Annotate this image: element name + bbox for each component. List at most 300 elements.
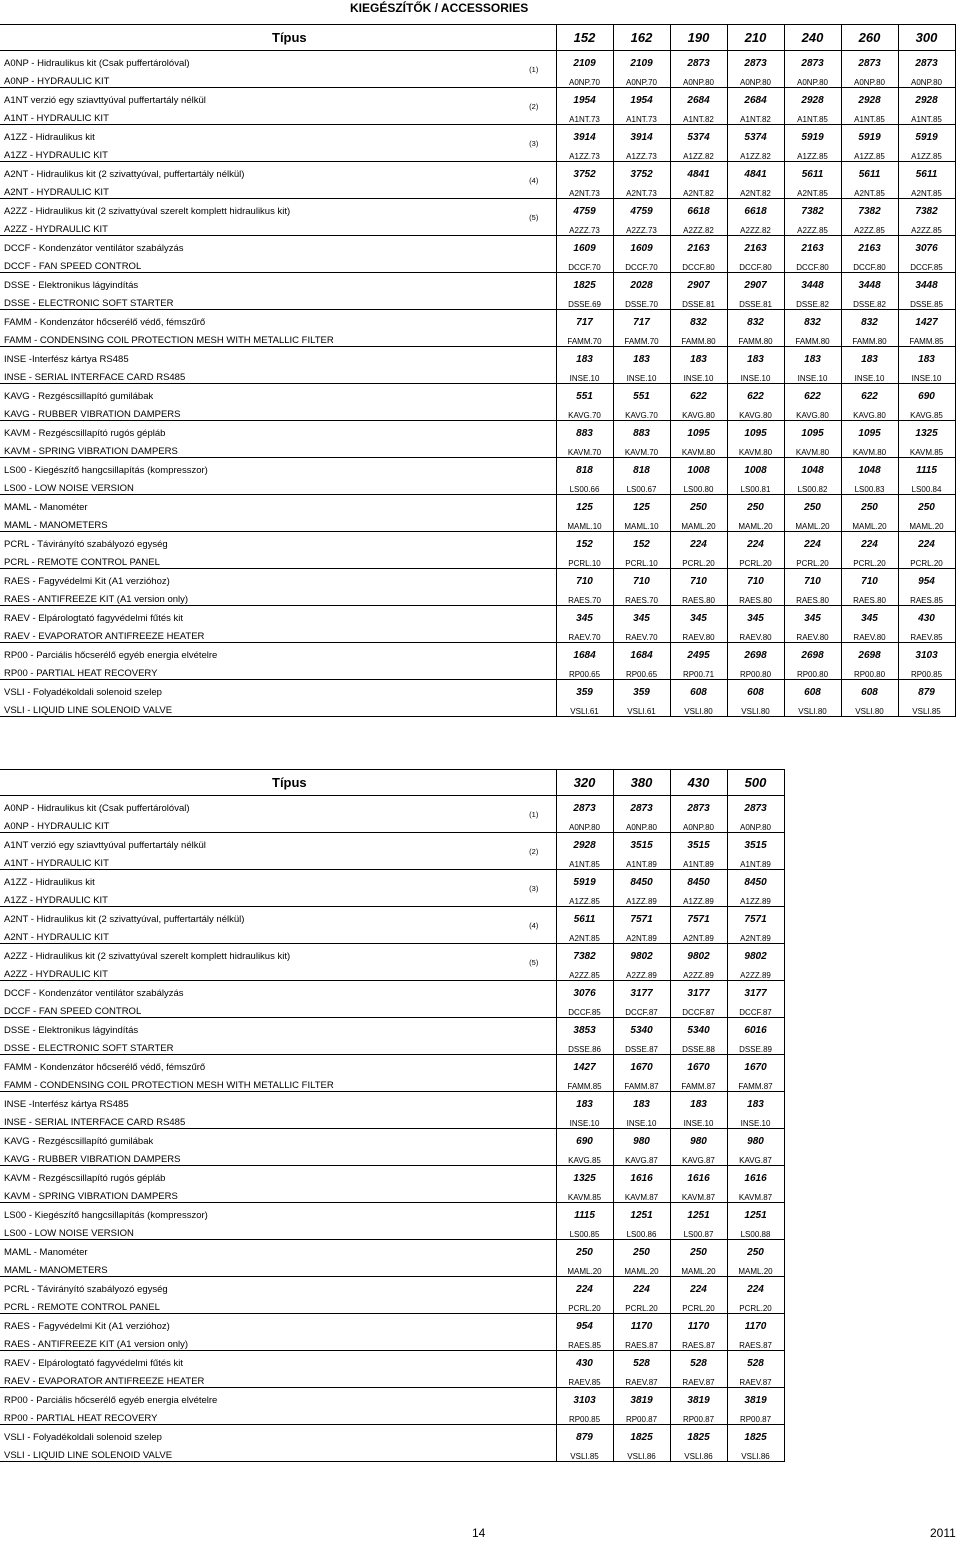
code-cell: KAVG.80	[727, 402, 784, 421]
code-cell: LS00.67	[613, 476, 670, 495]
label-en: A1NT - HYDRAULIC KIT	[0, 106, 512, 125]
code-cell: PCRL.10	[556, 550, 613, 569]
code-cell: RAES.87	[613, 1332, 670, 1351]
code-cell: KAVM.80	[727, 439, 784, 458]
code-cell: DCCF.70	[613, 254, 670, 273]
price-cell: 1048	[841, 458, 898, 477]
table-row	[0, 796, 784, 815]
footnote-ref: (3)	[512, 870, 556, 907]
code-cell: RP00.87	[727, 1406, 784, 1425]
price-cell: 3752	[556, 162, 613, 181]
price-cell: 224	[727, 532, 784, 551]
price-cell: 2163	[784, 236, 841, 255]
code-cell: LS00.87	[670, 1221, 727, 1240]
code-cell: LS00.81	[727, 476, 784, 495]
label-en: A2NT - HYDRAULIC KIT	[0, 925, 512, 944]
table-row	[0, 643, 955, 662]
code-cell: LS00.66	[556, 476, 613, 495]
price-cell: 1008	[670, 458, 727, 477]
model-header: 240	[784, 25, 841, 51]
code-cell: A0NP.80	[670, 69, 727, 88]
price-cell: 1115	[556, 1203, 613, 1222]
table-row	[0, 550, 955, 569]
code-cell: KAVM.87	[670, 1184, 727, 1203]
code-cell: RAEV.80	[670, 624, 727, 643]
code-cell: INSE.10	[670, 1110, 727, 1129]
table-row	[0, 143, 955, 162]
code-cell: A2ZZ.85	[556, 962, 613, 981]
price-cell: 717	[556, 310, 613, 329]
footnote-ref	[512, 1129, 556, 1166]
price-cell: 2684	[670, 88, 727, 107]
price-cell: 6618	[727, 199, 784, 218]
label-hu: KAVG - Rezgéscsillapító gumilábak	[4, 391, 154, 402]
code-cell: PCRL.20	[556, 1295, 613, 1314]
accessories-table-2	[0, 769, 785, 1462]
price-cell: 710	[784, 569, 841, 588]
price-cell: 250	[670, 1240, 727, 1259]
code-cell: LS00.86	[613, 1221, 670, 1240]
label-en: A0NP - HYDRAULIC KIT	[0, 814, 512, 833]
label-hu: VSLI - Folyadékoldali solenoid szelep	[4, 687, 162, 698]
label-en: VSLI - LIQUID LINE SOLENOID VALVE	[0, 698, 512, 717]
code-cell: KAVG.87	[670, 1147, 727, 1166]
code-cell: RAES.80	[784, 587, 841, 606]
table-row	[0, 698, 955, 717]
code-cell: KAVG.87	[613, 1147, 670, 1166]
code-cell: A0NP.80	[784, 69, 841, 88]
code-cell: A0NP.70	[556, 69, 613, 88]
price-cell: 5611	[556, 907, 613, 926]
footnote-ref	[512, 1018, 556, 1055]
table-row	[0, 1184, 784, 1203]
table-row	[0, 384, 955, 403]
type-label: Típus	[0, 770, 556, 796]
code-cell: MAML.10	[613, 513, 670, 532]
table-row	[0, 1166, 784, 1185]
price-cell: 622	[841, 384, 898, 403]
price-cell: 1251	[727, 1203, 784, 1222]
code-cell: A0NP.80	[727, 69, 784, 88]
price-cell: 250	[727, 1240, 784, 1259]
price-cell: 2873	[556, 796, 613, 815]
code-cell: A2ZZ.85	[898, 217, 955, 236]
label-hu: VSLI - Folyadékoldali solenoid szelep	[4, 1432, 162, 1443]
code-cell: MAML.20	[727, 1258, 784, 1277]
price-cell: 1670	[727, 1055, 784, 1074]
footnote-ref: (4)	[512, 907, 556, 944]
price-cell: 1427	[556, 1055, 613, 1074]
label-en: LS00 - LOW NOISE VERSION	[0, 1221, 512, 1240]
footnote-ref: (1)	[512, 51, 556, 88]
price-cell: 6618	[670, 199, 727, 218]
code-cell: PCRL.20	[727, 550, 784, 569]
footnote-ref	[512, 643, 556, 680]
code-cell: INSE.10	[898, 365, 955, 384]
code-cell: A1ZZ.85	[898, 143, 955, 162]
footnote-ref	[512, 1240, 556, 1277]
code-cell: DCCF.80	[841, 254, 898, 273]
label-hu: DCCF - Kondenzátor ventilátor szabályzás	[4, 988, 184, 999]
price-cell: 183	[613, 1092, 670, 1111]
price-cell: 2698	[727, 643, 784, 662]
accessories-table-1	[0, 24, 956, 717]
code-cell: VSLI.61	[556, 698, 613, 717]
price-cell: 250	[898, 495, 955, 514]
table-row	[0, 236, 955, 255]
price-cell: 224	[556, 1277, 613, 1296]
table-row	[0, 1018, 784, 1037]
code-cell: KAVM.70	[613, 439, 670, 458]
price-cell: 3177	[613, 981, 670, 1000]
code-cell: VSLI.61	[613, 698, 670, 717]
code-cell: A1ZZ.85	[784, 143, 841, 162]
price-cell: 1095	[784, 421, 841, 440]
table-row	[0, 680, 955, 699]
price-cell: 832	[784, 310, 841, 329]
price-cell: 345	[556, 606, 613, 625]
table-row	[0, 1036, 784, 1055]
price-cell: 4841	[727, 162, 784, 181]
price-cell: 7571	[670, 907, 727, 926]
table-row	[0, 587, 955, 606]
footnote-ref	[512, 458, 556, 495]
price-cell: 3177	[670, 981, 727, 1000]
code-cell: MAML.20	[898, 513, 955, 532]
code-cell: A0NP.80	[556, 814, 613, 833]
code-cell: DCCF.80	[670, 254, 727, 273]
label-hu: FAMM - Kondenzátor hőcserélő védő, fémszűrő	[4, 317, 206, 328]
table-row	[0, 1351, 784, 1370]
price-cell: 1825	[727, 1425, 784, 1444]
code-cell: INSE.10	[556, 1110, 613, 1129]
code-cell: KAVG.80	[670, 402, 727, 421]
price-cell: 3819	[727, 1388, 784, 1407]
code-cell: A1NT.82	[727, 106, 784, 125]
code-cell: A0NP.80	[613, 814, 670, 833]
table-row	[0, 1129, 784, 1148]
price-cell: 152	[613, 532, 670, 551]
table-row	[0, 814, 784, 833]
price-cell: 3515	[727, 833, 784, 852]
price-cell: 430	[898, 606, 955, 625]
table-row	[0, 1369, 784, 1388]
table-row	[0, 925, 784, 944]
price-cell: 9802	[727, 944, 784, 963]
label-hu: PCRL - Távirányító szabályozó egység	[4, 1284, 168, 1295]
price-cell: 608	[727, 680, 784, 699]
code-cell: DCCF.87	[613, 999, 670, 1018]
code-cell: KAVG.70	[613, 402, 670, 421]
price-cell: 3448	[784, 273, 841, 292]
label-hu: KAVM - Rezgéscsillapító rugós gépláb	[4, 1173, 166, 1184]
table-row	[0, 495, 955, 514]
price-cell: 3515	[670, 833, 727, 852]
code-cell: A0NP.80	[841, 69, 898, 88]
price-cell: 1616	[613, 1166, 670, 1185]
price-cell: 1251	[670, 1203, 727, 1222]
table-row	[0, 254, 955, 273]
table-row	[0, 199, 955, 218]
table-row	[0, 125, 955, 144]
price-cell: 3448	[841, 273, 898, 292]
price-cell: 2698	[841, 643, 898, 662]
code-cell: RP00.65	[556, 661, 613, 680]
code-cell: DSSE.82	[784, 291, 841, 310]
price-cell: 608	[841, 680, 898, 699]
footnote-ref: (2)	[512, 833, 556, 870]
price-cell: 3076	[898, 236, 955, 255]
model-header: 210	[727, 25, 784, 51]
price-cell: 345	[841, 606, 898, 625]
label-en: A2NT - HYDRAULIC KIT	[0, 180, 512, 199]
code-cell: PCRL.20	[670, 550, 727, 569]
page-title: KIEGÉSZÍTŐK / ACCESSORIES	[350, 1, 529, 15]
table-row	[0, 851, 784, 870]
price-cell: 224	[727, 1277, 784, 1296]
code-cell: A1ZZ.73	[613, 143, 670, 162]
price-cell: 345	[784, 606, 841, 625]
code-cell: INSE.10	[841, 365, 898, 384]
table-row	[0, 532, 955, 551]
price-cell: 125	[556, 495, 613, 514]
code-cell: PCRL.10	[613, 550, 670, 569]
price-cell: 7382	[841, 199, 898, 218]
code-cell: VSLI.80	[841, 698, 898, 717]
code-cell: VSLI.86	[670, 1443, 727, 1462]
code-cell: VSLI.80	[670, 698, 727, 717]
code-cell: RAEV.70	[556, 624, 613, 643]
code-cell: A2ZZ.82	[727, 217, 784, 236]
code-cell: DCCF.70	[556, 254, 613, 273]
price-cell: 1170	[613, 1314, 670, 1333]
code-cell: MAML.20	[613, 1258, 670, 1277]
price-cell: 1670	[613, 1055, 670, 1074]
code-cell: A1NT.85	[556, 851, 613, 870]
price-cell: 710	[613, 569, 670, 588]
price-cell: 1684	[613, 643, 670, 662]
footnote-ref	[512, 1425, 556, 1462]
code-cell: KAVG.87	[727, 1147, 784, 1166]
price-cell: 430	[556, 1351, 613, 1370]
price-cell: 2928	[556, 833, 613, 852]
price-cell: 608	[670, 680, 727, 699]
price-cell: 1427	[898, 310, 955, 329]
code-cell: RAES.80	[841, 587, 898, 606]
footer-year: 2011	[930, 1526, 956, 1540]
price-cell: 883	[556, 421, 613, 440]
label-en: A1ZZ - HYDRAULIC KIT	[0, 143, 512, 162]
price-cell: 528	[613, 1351, 670, 1370]
footnote-ref: (3)	[512, 125, 556, 162]
code-cell: A0NP.80	[670, 814, 727, 833]
label-hu: PCRL - Távirányító szabályozó egység	[4, 539, 168, 550]
table-row	[0, 606, 955, 625]
label-en: RAEV - EVAPORATOR ANTIFREEZE HEATER	[0, 1369, 512, 1388]
price-cell: 954	[898, 569, 955, 588]
price-cell: 818	[556, 458, 613, 477]
footnote-ref	[512, 1203, 556, 1240]
code-cell: RP00.87	[613, 1406, 670, 1425]
price-cell: 9802	[613, 944, 670, 963]
price-cell: 2928	[898, 88, 955, 107]
code-cell: RP00.71	[670, 661, 727, 680]
code-cell: A1NT.73	[556, 106, 613, 125]
footnote-ref	[512, 310, 556, 347]
label-hu: A1ZZ - Hidraulikus kit	[4, 132, 95, 143]
footnote-ref	[512, 1092, 556, 1129]
price-cell: 1095	[670, 421, 727, 440]
footnote-ref	[512, 236, 556, 273]
table-row	[0, 1092, 784, 1111]
code-cell: RAES.85	[898, 587, 955, 606]
price-cell: 1095	[727, 421, 784, 440]
price-cell: 250	[727, 495, 784, 514]
price-cell: 152	[556, 532, 613, 551]
code-cell: MAML.20	[784, 513, 841, 532]
code-cell: DCCF.80	[784, 254, 841, 273]
label-en: KAVM - SPRING VIBRATION DAMPERS	[0, 1184, 512, 1203]
model-header: 260	[841, 25, 898, 51]
label-en: FAMM - CONDENSING COIL PROTECTION MESH WITH METALLIC FILTER	[0, 328, 512, 347]
table-row	[0, 1073, 784, 1092]
model-header: 430	[670, 770, 727, 796]
price-cell: 818	[613, 458, 670, 477]
code-cell: A2NT.85	[898, 180, 955, 199]
code-cell: A2ZZ.85	[784, 217, 841, 236]
table-row	[0, 870, 784, 889]
label-en: KAVG - RUBBER VIBRATION DAMPERS	[0, 402, 512, 421]
price-cell: 7382	[898, 199, 955, 218]
table-row	[0, 1425, 784, 1444]
code-cell: A2ZZ.73	[556, 217, 613, 236]
code-cell: DSSE.89	[727, 1036, 784, 1055]
code-cell: VSLI.86	[727, 1443, 784, 1462]
code-cell: KAVG.80	[784, 402, 841, 421]
code-cell: A0NP.80	[898, 69, 955, 88]
footnote-ref	[512, 606, 556, 643]
price-cell: 2684	[727, 88, 784, 107]
price-cell: 9802	[670, 944, 727, 963]
table-row	[0, 513, 955, 532]
table-row	[0, 310, 955, 329]
code-cell: DSSE.87	[613, 1036, 670, 1055]
footnote-ref: (1)	[512, 796, 556, 833]
price-cell: 622	[727, 384, 784, 403]
code-cell: LS00.82	[784, 476, 841, 495]
label-hu: RAES - Fagyvédelmi Kit (A1 verzióhoz)	[4, 1321, 170, 1332]
code-cell: A2ZZ.82	[670, 217, 727, 236]
price-cell: 3752	[613, 162, 670, 181]
price-cell: 125	[613, 495, 670, 514]
price-cell: 183	[613, 347, 670, 366]
price-cell: 183	[841, 347, 898, 366]
code-cell: DSSE.69	[556, 291, 613, 310]
price-cell: 183	[556, 347, 613, 366]
table-row	[0, 439, 955, 458]
code-cell: A2ZZ.89	[670, 962, 727, 981]
footnote-ref	[512, 1166, 556, 1203]
price-cell: 2873	[670, 51, 727, 70]
price-cell: 2109	[556, 51, 613, 70]
price-cell: 4841	[670, 162, 727, 181]
label-hu: RAEV - Elpárologtató fagyvédelmi fűtés kit	[4, 613, 184, 624]
price-cell: 3076	[556, 981, 613, 1000]
label-hu: FAMM - Kondenzátor hőcserélő védő, fémszűrő	[4, 1062, 206, 1073]
code-cell: RAEV.87	[670, 1369, 727, 1388]
label-en: A1NT - HYDRAULIC KIT	[0, 851, 512, 870]
footnote-ref	[512, 384, 556, 421]
table-row	[0, 1147, 784, 1166]
code-cell: A2NT.73	[556, 180, 613, 199]
code-cell: DSSE.70	[613, 291, 670, 310]
code-cell: LS00.80	[670, 476, 727, 495]
price-cell: 1048	[784, 458, 841, 477]
model-header: 162	[613, 25, 670, 51]
price-cell: 1954	[556, 88, 613, 107]
label-en: A2ZZ - HYDRAULIC KIT	[0, 217, 512, 236]
table-row	[0, 69, 955, 88]
price-cell: 1670	[670, 1055, 727, 1074]
code-cell: A2NT.89	[727, 925, 784, 944]
price-cell: 690	[556, 1129, 613, 1148]
price-cell: 2873	[784, 51, 841, 70]
code-cell: MAML.20	[670, 513, 727, 532]
code-cell: VSLI.80	[784, 698, 841, 717]
table-row	[0, 1240, 784, 1259]
table-row	[0, 347, 955, 366]
code-cell: PCRL.20	[898, 550, 955, 569]
code-cell: A0NP.70	[613, 69, 670, 88]
table-row	[0, 1443, 784, 1462]
code-cell: DSSE.86	[556, 1036, 613, 1055]
price-cell: 832	[670, 310, 727, 329]
code-cell: DSSE.81	[670, 291, 727, 310]
price-cell: 879	[556, 1425, 613, 1444]
footnote-ref	[512, 1055, 556, 1092]
price-cell: 250	[556, 1240, 613, 1259]
label-en: A2ZZ - HYDRAULIC KIT	[0, 962, 512, 981]
price-cell: 183	[898, 347, 955, 366]
label-hu: INSE -Interfész kártya RS485	[4, 1099, 129, 1110]
price-cell: 551	[556, 384, 613, 403]
label-en: RAES - ANTIFREEZE KIT (A1 version only)	[0, 587, 512, 606]
label-en: RP00 - PARTIAL HEAT RECOVERY	[0, 661, 512, 680]
code-cell: A2ZZ.89	[727, 962, 784, 981]
price-cell: 2873	[898, 51, 955, 70]
label-en: DSSE - ELECTRONIC SOFT STARTER	[0, 291, 512, 310]
table-row	[0, 981, 784, 1000]
footnote-ref	[512, 569, 556, 606]
code-cell: PCRL.20	[841, 550, 898, 569]
table-row	[0, 476, 955, 495]
price-cell: 1825	[556, 273, 613, 292]
code-cell: DSSE.81	[727, 291, 784, 310]
label-en: INSE - SERIAL INTERFACE CARD RS485	[0, 1110, 512, 1129]
price-cell: 3103	[898, 643, 955, 662]
code-cell: FAMM.70	[556, 328, 613, 347]
code-cell: KAVM.80	[841, 439, 898, 458]
table-row	[0, 999, 784, 1018]
price-cell: 183	[670, 1092, 727, 1111]
price-cell: 2163	[841, 236, 898, 255]
price-cell: 183	[556, 1092, 613, 1111]
price-cell: 690	[898, 384, 955, 403]
price-cell: 717	[613, 310, 670, 329]
label-en: A0NP - HYDRAULIC KIT	[0, 69, 512, 88]
label-en: DCCF - FAN SPEED CONTROL	[0, 999, 512, 1018]
price-cell: 224	[841, 532, 898, 551]
